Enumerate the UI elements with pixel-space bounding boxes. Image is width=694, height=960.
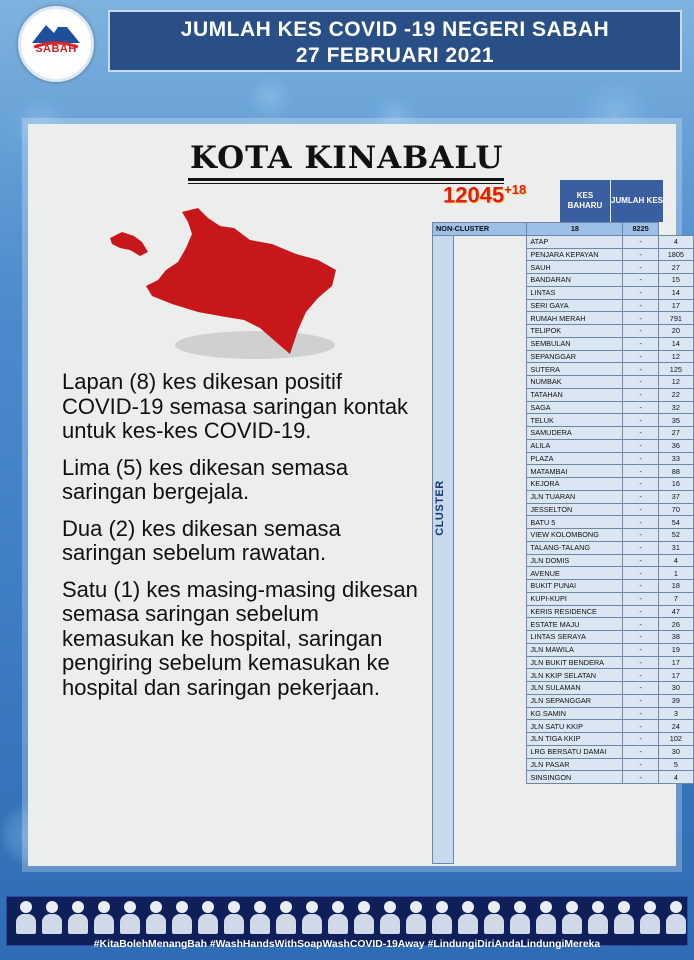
cell-new: - (623, 554, 658, 567)
cell-new: - (623, 439, 658, 452)
cell-new: - (623, 669, 658, 682)
cluster-row (433, 414, 694, 427)
cell-total: 7 (658, 592, 693, 605)
cell-total: 4 (658, 235, 693, 248)
cluster-row (433, 465, 694, 478)
cluster-spacer (433, 605, 527, 618)
cluster-spacer (433, 299, 527, 312)
cell-total: 39 (658, 694, 693, 707)
cell-name: JLN MAWILA (527, 643, 623, 656)
cell-total: 88 (658, 465, 693, 478)
cluster-spacer (433, 465, 527, 478)
cluster-spacer (433, 618, 527, 631)
cell-name: SINSINGON (527, 771, 623, 784)
cluster-row (433, 643, 694, 656)
cell-name: SAGA (527, 401, 623, 414)
cell-name: KERIS RESIDENCE (527, 605, 623, 618)
cell-total: 47 (658, 605, 693, 618)
cell-total: 14 (658, 337, 693, 350)
cluster-row (433, 656, 694, 669)
cluster-spacer (433, 669, 527, 682)
description-paragraph: Satu (1) kes masing-masing dikesan semasa saringan sebelum kemasukan ke hospital, saringan pengiring sebelum kemasukan ke hospital dan saringan pekerjaan. (62, 576, 418, 700)
cell-new: - (623, 707, 658, 720)
cluster-row (433, 771, 694, 784)
cluster-spacer (433, 312, 527, 325)
sabah-logo (18, 6, 94, 82)
cell-total: 3 (658, 707, 693, 720)
cell-name: KG SAMIN (527, 707, 623, 720)
cell-new: 18 (527, 223, 623, 236)
cell-total: 791 (658, 312, 693, 325)
cell-total: 30 (658, 682, 693, 695)
cluster-row (433, 337, 694, 350)
cell-name: TELUK (527, 414, 623, 427)
cell-total: 125 (658, 363, 693, 376)
cell-new: - (623, 694, 658, 707)
cell-new: - (623, 363, 658, 376)
cluster-label: CLUSTER (434, 480, 446, 536)
cluster-row (433, 248, 694, 261)
cluster-spacer (433, 733, 527, 746)
cluster-row (433, 376, 694, 389)
cell-new: - (623, 720, 658, 733)
cell-new: - (623, 388, 658, 401)
title-underline (188, 178, 504, 181)
cluster-row (433, 605, 694, 618)
cell-new: - (623, 503, 658, 516)
cluster-row (433, 388, 694, 401)
cluster-row (433, 618, 694, 631)
cell-total: 16 (658, 478, 693, 491)
cluster-row (433, 580, 694, 593)
cell-name: ALILA (527, 439, 623, 452)
cluster-spacer (433, 248, 527, 261)
cell-name: LINTAS (527, 286, 623, 299)
cell-total: 26 (658, 618, 693, 631)
cluster-row (433, 235, 694, 248)
cell-total: 12 (658, 350, 693, 363)
cluster-row (433, 631, 694, 644)
person-figure-icon (431, 901, 453, 935)
cell-total: 31 (658, 541, 693, 554)
cell-name: NUMBAK (527, 376, 623, 389)
cluster-row (433, 363, 694, 376)
cell-new: - (623, 248, 658, 261)
cluster-spacer (433, 516, 527, 529)
cell-new: - (623, 376, 658, 389)
cell-name: SEPANGGAR (527, 350, 623, 363)
cell-new: - (623, 656, 658, 669)
cell-new: - (623, 631, 658, 644)
cell-total: 1 (658, 567, 693, 580)
cluster-row (433, 758, 694, 771)
person-figure-icon (145, 901, 167, 935)
logo-text: SABAH (35, 43, 77, 55)
cluster-row (433, 286, 694, 299)
cell-total: 54 (658, 516, 693, 529)
cluster-row (433, 567, 694, 580)
cluster-row (433, 669, 694, 682)
cell-total: 19 (658, 643, 693, 656)
person-figure-icon (41, 901, 63, 935)
cell-name: LRG BERSATU DAMAI (527, 745, 623, 758)
cell-name: JLN DOMIS (527, 554, 623, 567)
cluster-spacer (433, 274, 527, 287)
cluster-spacer (433, 771, 527, 784)
cluster-spacer (433, 554, 527, 567)
cell-name: SAMUDERA (527, 427, 623, 440)
cell-total: 17 (658, 299, 693, 312)
cell-new: - (623, 643, 658, 656)
person-figure-icon (119, 901, 141, 935)
cluster-row (433, 682, 694, 695)
cluster-row (433, 452, 694, 465)
person-figure-icon (405, 901, 427, 935)
cell-name: SUTERA (527, 363, 623, 376)
cluster-row (433, 312, 694, 325)
cell-new: - (623, 286, 658, 299)
cell-new: - (623, 478, 658, 491)
cell-total: 18 (658, 580, 693, 593)
person-figure-icon (93, 901, 115, 935)
cell-total: 35 (658, 414, 693, 427)
person-figure-icon (379, 901, 401, 935)
cluster-spacer (433, 427, 527, 440)
cell-name: JESSELTON (527, 503, 623, 516)
cell-total: 1805 (658, 248, 693, 261)
person-figure-icon (197, 901, 219, 935)
cell-name: RUMAH MERAH (527, 312, 623, 325)
cell-name: TATAHAN (527, 388, 623, 401)
cell-total: 32 (658, 401, 693, 414)
cluster-spacer (433, 694, 527, 707)
person-figure-icon (613, 901, 635, 935)
person-figure-icon (275, 901, 297, 935)
cell-name: JLN SULAMAN (527, 682, 623, 695)
cell-new: - (623, 337, 658, 350)
cluster-row (433, 427, 694, 440)
cluster-spacer (433, 235, 527, 248)
person-figure-icon (301, 901, 323, 935)
cluster-row (433, 478, 694, 491)
person-figure-icon (171, 901, 193, 935)
cell-total: 102 (658, 733, 693, 746)
cluster-spacer (433, 452, 527, 465)
cluster-spacer (433, 376, 527, 389)
cluster-spacer (433, 580, 527, 593)
cell-total: 22 (658, 388, 693, 401)
cluster-spacer (433, 567, 527, 580)
cell-new: - (623, 490, 658, 503)
cell-name: KEJORA (527, 478, 623, 491)
case-description (62, 370, 422, 712)
cell-name: SAUH (527, 261, 623, 274)
person-figure-icon (67, 901, 89, 935)
cluster-spacer (433, 745, 527, 758)
cluster-row (433, 707, 694, 720)
cell-total: 20 (658, 325, 693, 338)
cell-new: - (623, 274, 658, 287)
cluster-spacer (433, 388, 527, 401)
person-figure-icon (561, 901, 583, 935)
cell-name: SEMBULAN (527, 337, 623, 350)
header-total-cases: JUMLAH KES (611, 180, 663, 222)
page-title (108, 10, 682, 72)
cluster-spacer (433, 363, 527, 376)
person-figure-icon (15, 901, 37, 935)
cell-total: 30 (658, 745, 693, 758)
cell-name: ESTATE MAJU (527, 618, 623, 631)
header-new-cases: KES BAHARU (560, 180, 610, 222)
cluster-row (433, 503, 694, 516)
cluster-row (433, 325, 694, 338)
cell-new: - (623, 312, 658, 325)
cluster-row (433, 592, 694, 605)
total-cases (443, 182, 526, 208)
cell-new: - (623, 350, 658, 363)
cluster-spacer (433, 325, 527, 338)
cluster-spacer (433, 503, 527, 516)
cluster-spacer (433, 261, 527, 274)
cell-new: - (623, 618, 658, 631)
cell-total: 37 (658, 490, 693, 503)
cluster-spacer (433, 286, 527, 299)
cell-name: PLAZA (527, 452, 623, 465)
cell-total: 70 (658, 503, 693, 516)
cluster-row (433, 350, 694, 363)
cell-total: 27 (658, 427, 693, 440)
hashtags: #KitaBolehMenangBah #WashHandsWithSoapWashCOVID-19Away #LindungiDiriAndaLindungiMereka (93, 939, 601, 950)
person-figure-icon (249, 901, 271, 935)
cell-total: 14 (658, 286, 693, 299)
cluster-row (433, 401, 694, 414)
cell-new: - (623, 427, 658, 440)
cluster-row (433, 516, 694, 529)
cell-name: JLN BUKIT BENDERA (527, 656, 623, 669)
cell-total: 12 (658, 376, 693, 389)
cell-new: - (623, 325, 658, 338)
cluster-spacer (433, 720, 527, 733)
cell-name: BUKIT PUNAI (527, 580, 623, 593)
cluster-spacer (433, 592, 527, 605)
cluster-row (433, 541, 694, 554)
cell-name: MATAMBAI (527, 465, 623, 478)
cell-total: 36 (658, 439, 693, 452)
cluster-spacer (433, 656, 527, 669)
cluster-row (433, 299, 694, 312)
cell-new: - (623, 733, 658, 746)
cluster-spacer (433, 401, 527, 414)
cell-new: - (623, 758, 658, 771)
cell-total: 15 (658, 274, 693, 287)
cell-new: - (623, 401, 658, 414)
cell-total: 5 (658, 758, 693, 771)
cell-name: JLN SEPANGGAR (527, 694, 623, 707)
title-line-1: JUMLAH KES COVID -19 NEGERI SABAH (180, 18, 610, 41)
cluster-spacer (433, 439, 527, 452)
cell-total: 17 (658, 656, 693, 669)
cluster-row (433, 274, 694, 287)
cell-new: - (623, 541, 658, 554)
cell-new: - (623, 235, 658, 248)
person-figure-icon (353, 901, 375, 935)
cluster-row (433, 554, 694, 567)
cluster-spacer (433, 541, 527, 554)
cluster-spacer (433, 707, 527, 720)
cell-new: - (623, 745, 658, 758)
cluster-spacer (433, 490, 527, 503)
cell-total: 33 (658, 452, 693, 465)
person-figure-icon (587, 901, 609, 935)
kota-kinabalu-map (100, 200, 350, 370)
cluster-spacer (433, 337, 527, 350)
cluster-row (433, 490, 694, 503)
cell-name: SERI GAYA (527, 299, 623, 312)
district-title: KOTA KINABALU (190, 140, 504, 176)
description-paragraph: Dua (2) kes dikesan semasa saringan sebelum rawatan. (62, 515, 341, 565)
cluster-row (433, 745, 694, 758)
new-count: +18 (504, 182, 527, 197)
cell-new: - (623, 592, 658, 605)
cell-total: 8225 (623, 223, 658, 236)
cell-new: - (623, 529, 658, 542)
cell-new: - (623, 771, 658, 784)
cell-new: - (623, 605, 658, 618)
cluster-spacer (433, 478, 527, 491)
non-cluster-row (433, 223, 694, 236)
cell-total: 17 (658, 669, 693, 682)
cluster-spacer (433, 529, 527, 542)
cluster-spacer (433, 682, 527, 695)
cell-total: 4 (658, 771, 693, 784)
cell-name: JLN SATU KKIP (527, 720, 623, 733)
description-paragraph: Lima (5) kes dikesan semasa saringan bergejala. (62, 454, 349, 504)
cell-name: TELIPOK (527, 325, 623, 338)
cell-new: - (623, 567, 658, 580)
total-count: 12045 (443, 182, 505, 208)
cluster-row (433, 720, 694, 733)
cell-new: - (623, 580, 658, 593)
person-figure-icon (457, 901, 479, 935)
cell-name: LINTAS SERAYA (527, 631, 623, 644)
cluster-spacer (433, 758, 527, 771)
cell-name: JLN PASAR (527, 758, 623, 771)
cluster-spacer (433, 643, 527, 656)
person-figure-icon (535, 901, 557, 935)
cell-name: KUPI-KUPI (527, 592, 623, 605)
cell-new: - (623, 452, 658, 465)
person-figure-icon (665, 901, 687, 935)
cell-total: 27 (658, 261, 693, 274)
cell-new: - (623, 414, 658, 427)
cluster-row (433, 694, 694, 707)
cell-total: 24 (658, 720, 693, 733)
cell-name: PENJARA KEPAYAN (527, 248, 623, 261)
cell-name: ATAP (527, 235, 623, 248)
cluster-row (433, 439, 694, 452)
cluster-spacer (433, 414, 527, 427)
cluster-spacer (433, 631, 527, 644)
cell-name: NON-CLUSTER (433, 223, 527, 236)
cluster-row (433, 529, 694, 542)
cell-name: AVENUE (527, 567, 623, 580)
cell-new: - (623, 261, 658, 274)
person-figure-icon (639, 901, 661, 935)
cell-new: - (623, 516, 658, 529)
title-line-2: 27 FEBRUARI 2021 (295, 44, 495, 67)
cluster-spacer (433, 350, 527, 363)
cell-total: 4 (658, 554, 693, 567)
cell-name: VIEW KOLOMBONG (527, 529, 623, 542)
cell-new: - (623, 299, 658, 312)
cell-total: 52 (658, 529, 693, 542)
cases-table (432, 222, 694, 784)
cell-new: - (623, 465, 658, 478)
cell-new: - (623, 682, 658, 695)
person-figure-icon (327, 901, 349, 935)
cell-name: JLN TIGA KKIP (527, 733, 623, 746)
cell-name: BANDARAN (527, 274, 623, 287)
cell-name: BATU 5 (527, 516, 623, 529)
cluster-row (433, 733, 694, 746)
cell-total: 38 (658, 631, 693, 644)
person-figure-icon (483, 901, 505, 935)
cell-name: JLN TUARAN (527, 490, 623, 503)
cell-name: TALANG-TALANG (527, 541, 623, 554)
description-paragraph: Lapan (8) kes dikesan positif COVID-19 semasa saringan kontak untuk kes-kes COVID-19. (62, 369, 409, 443)
cell-name: JLN KKIP SELATAN (527, 669, 623, 682)
cluster-row (433, 261, 694, 274)
person-figure-icon (223, 901, 245, 935)
person-figure-icon (509, 901, 531, 935)
